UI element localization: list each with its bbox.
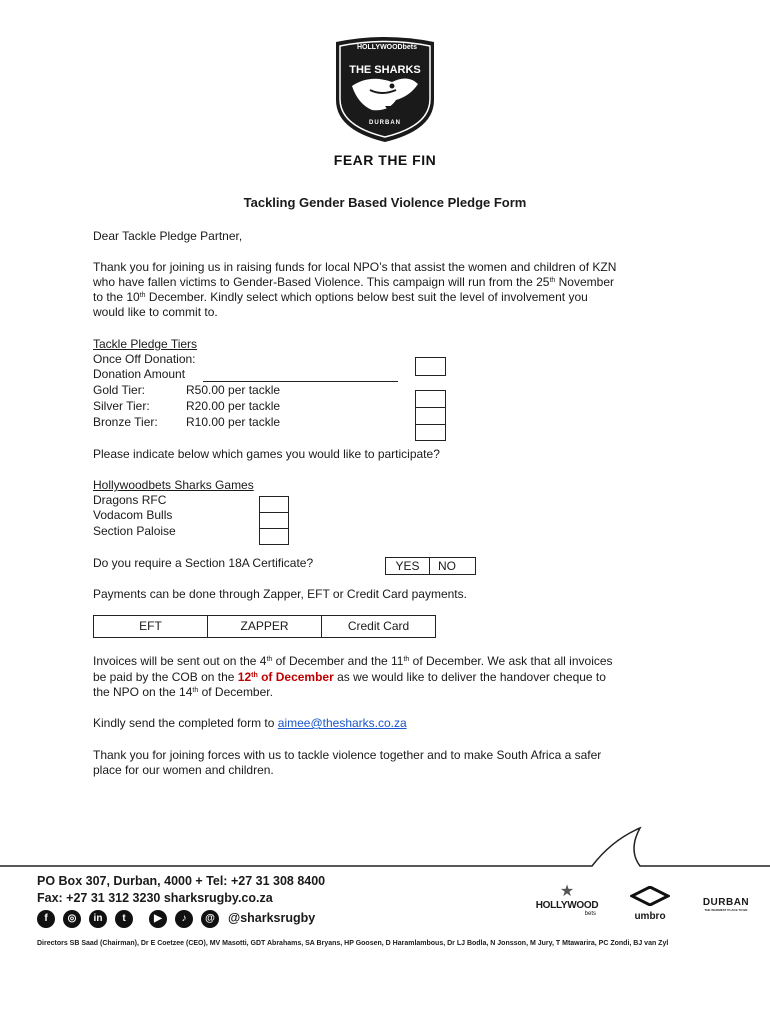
silver-tier-label: Silver Tier:	[93, 399, 150, 413]
deadline-highlight: 12th of December	[237, 670, 334, 684]
linkedin-icon[interactable]: in	[89, 910, 107, 928]
tiktok-icon[interactable]: ♪	[175, 910, 193, 928]
closing-line-1: Thank you for joining forces with us to tackle violence together and to make South Africa a safer	[93, 748, 602, 762]
facebook-icon[interactable]: f	[37, 910, 55, 928]
payments-text: Payments can be done through Zapper, EFT or Credit Card payments.	[93, 587, 467, 601]
twitter-icon[interactable]: t	[115, 910, 133, 928]
footer-fax-website: Fax: +27 31 312 3230 sharksrugby.co.za	[37, 891, 273, 905]
games-heading: Hollywoodbets Sharks Games	[93, 478, 254, 492]
intro-line-3: to the 10th December. Kindly select which options below best suit the level of involvement you	[93, 290, 588, 304]
intro-line-4: would like to commit to.	[93, 305, 218, 319]
game-checkbox-paloise[interactable]	[259, 528, 289, 545]
youtube-icon[interactable]: ▶	[149, 910, 167, 928]
game-item: Section Paloise	[93, 524, 176, 538]
games-prompt: Please indicate below which games you would like to participate?	[93, 447, 440, 461]
footer-address: PO Box 307, Durban, 4000 + Tel: +27 31 308 8400	[37, 874, 326, 888]
certificate-yes-option[interactable]: YES	[385, 557, 430, 575]
invoices-line-1: Invoices will be sent out on the 4th of December and the 11th of December. We ask that all invoices	[93, 654, 613, 668]
invoices-line-3: the NPO on the 14th of December.	[93, 685, 273, 699]
logo-tagline: FEAR THE FIN	[333, 152, 437, 168]
logo-team-text: THE SHARKS	[349, 64, 421, 76]
donation-amount-field[interactable]	[203, 380, 398, 382]
once-off-checkbox[interactable]	[415, 357, 446, 376]
form-title: Tackling Gender Based Violence Pledge Form	[243, 195, 527, 210]
payment-option-credit-card[interactable]: Credit Card	[321, 615, 436, 638]
umbro-logo: umbro	[622, 886, 678, 922]
gold-tier-label: Gold Tier:	[93, 383, 146, 397]
gold-tier-checkbox[interactable]	[415, 390, 446, 408]
closing-line-2: place for our women and children.	[93, 763, 274, 777]
bronze-tier-label: Bronze Tier:	[93, 415, 158, 429]
footer-directors: Directors SB Saad (Chairman), Dr E Coetzee (CEO), MV Masotti, GDT Abrahams, SA Bryans, HP Goosen, D Haramlambous, Dr LJ Bodla, N Jonsson, M Jury, T Mtawarira, PC Zondi, BJ van Zyl	[37, 940, 669, 947]
payment-option-zapper[interactable]: ZAPPER	[207, 615, 322, 638]
logo-city-text: DURBAN	[369, 120, 401, 126]
umbro-diamond-icon	[630, 886, 670, 906]
game-item: Vodacom Bulls	[93, 508, 173, 522]
invoices-line-2: be paid by the COB on the 12th of December as we would like to deliver the handover cheque to	[93, 670, 606, 684]
once-off-label: Once Off Donation:	[93, 352, 196, 366]
gold-tier-value: R50.00 per tackle	[186, 383, 281, 397]
tiers-heading: Tackle Pledge Tiers	[93, 337, 198, 351]
intro-line-1: Thank you for joining us in raising funds for local NPO’s that assist the women and children of KZN	[93, 260, 617, 274]
fin-divider	[0, 820, 770, 870]
donation-amount-label: Donation Amount	[93, 367, 186, 381]
game-item: Dragons RFC	[93, 493, 167, 507]
star-icon: ★	[559, 883, 575, 900]
email-link[interactable]: aimee@thesharks.co.za	[277, 716, 407, 730]
intro-line-2: who have fallen victims to Gender-Based Violence. This campaign will run from the 25th November	[93, 275, 614, 289]
instagram-icon[interactable]: ◎	[63, 910, 81, 928]
send-form-text: Kindly send the completed form to aimee@thesharks.co.za	[93, 716, 407, 730]
threads-icon[interactable]: @	[201, 910, 219, 928]
logo-sponsor-text: HOLLYWOODbets	[356, 44, 418, 51]
game-checkbox-dragons[interactable]	[259, 496, 289, 513]
bronze-tier-value: R10.00 per tackle	[186, 415, 281, 429]
silver-tier-value: R20.00 per tackle	[186, 399, 281, 413]
payment-option-eft[interactable]: EFT	[93, 615, 208, 638]
hollywoodbets-logo: ★ HOLLYWOOD bets	[532, 884, 602, 917]
certificate-question: Do you require a Section 18A Certificate?	[93, 556, 314, 570]
footer-social-handle: @sharksrugby	[228, 911, 316, 925]
durban-logo: DURBAN THE WARMEST PLACE TO BE	[702, 897, 750, 912]
game-checkbox-bulls[interactable]	[259, 512, 289, 529]
greeting: Dear Tackle Pledge Partner,	[93, 229, 243, 243]
silver-tier-checkbox[interactable]	[415, 407, 446, 425]
bronze-tier-checkbox[interactable]	[415, 424, 446, 441]
certificate-no-option[interactable]: NO	[429, 557, 476, 575]
